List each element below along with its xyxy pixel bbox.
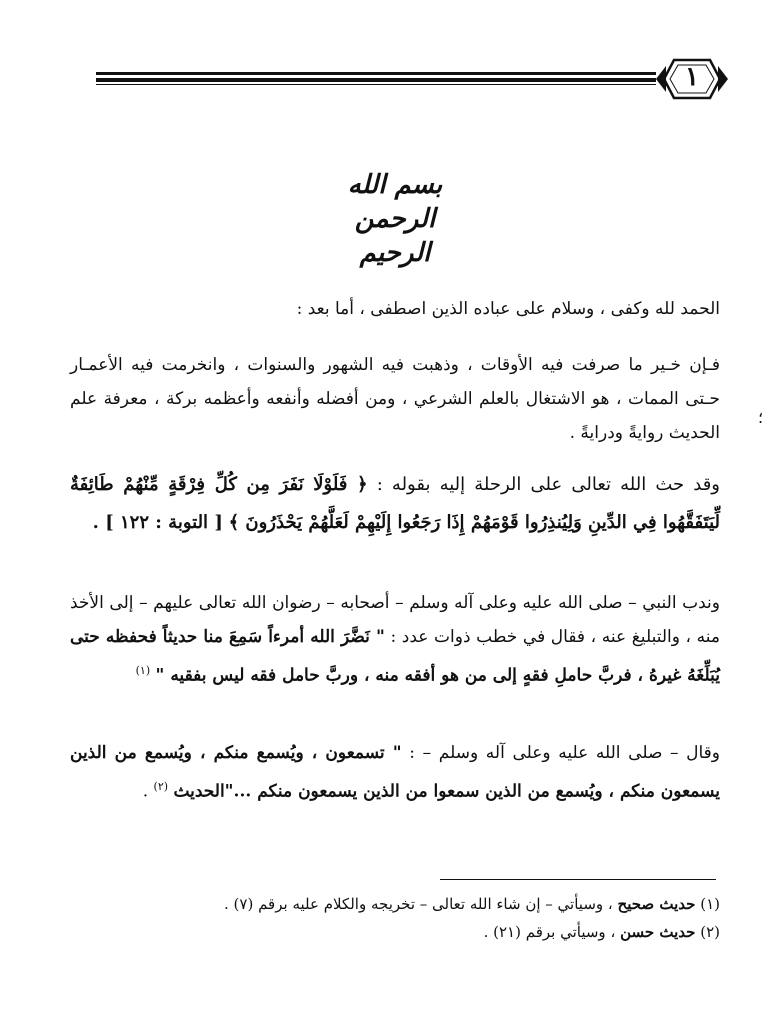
- intro-paragraph: فـإن خـير ما صرفت فيه الأوقات ، وذهبت فيه الشهور والسنوات ، وانخرمت فيه الأعمـار حـتى الممات ، هو الاشتغال بالعلم الشرعي ، ومن أفضله وأنفعه وأعظمه بركة ، معرفة علم الحديث روايةً ودرايةً .: [70, 355, 720, 443]
- hadith-paragraph-1: [70, 586, 720, 693]
- footnote-grade: حديث حسن: [620, 923, 696, 941]
- footnotes: [70, 890, 720, 946]
- basmala-calligraphy: بسم الله الرحمن الرحيم: [347, 170, 443, 268]
- footnote-ref-1: (١): [135, 664, 151, 677]
- page-number: ١: [685, 62, 699, 92]
- quran-paragraph: [70, 466, 720, 542]
- quran-intro: وقد حث الله تعالى على الرحلة إليه بقوله :: [376, 474, 720, 495]
- footnote-text: ، وسيأتي برقم (٢١) .: [483, 923, 616, 941]
- footnote-separator: [440, 879, 716, 880]
- hadith-paragraph-2: [70, 736, 720, 809]
- footnote-number: (١): [700, 895, 720, 913]
- quran-verse: ﴿ فَلَوْلَا نَفَرَ مِن كُلِّ فِرْقَةٍ مِّنْهُمْ طَائِفَةٌ لِّيَتَفَقَّهُوا فِي الدِّينِ وَلِيُنذِرُوا قَوْمَهُمْ إِذَا رَجَعُوا إِلَيْهِمْ لَعَلَّهُمْ يَحْذَرُونَ ﴾: [70, 474, 720, 533]
- footnote-2: [70, 918, 720, 946]
- hadith-2-intro: وقال – صلى الله عليه وعلى آله وسلم – :: [409, 743, 721, 763]
- quran-reference: [ التوبة : ١٢٢ ] .: [92, 512, 223, 533]
- margin-mark: ؛: [758, 408, 764, 427]
- page-number-ornament: [652, 56, 732, 102]
- footnote-ref-2: (٢): [153, 780, 169, 793]
- hadith-2-text: " تسمعون ، ويُسمع منكم ، ويُسمع من الذين يسمعون منكم ، ويُسمع من الذين سمعوا من الذين يسمعون منكم ..."الحديث: [70, 743, 720, 802]
- footnote-number: (٢): [700, 923, 720, 941]
- footnote-text: ، وسيأتي – إن شاء الله تعالى – تخريجه والكلام عليه برقم (٧) .: [224, 895, 613, 913]
- hadith-2-end: .: [142, 781, 149, 802]
- hadith-1-intro: وندب النبي – صلى الله عليه وعلى آله وسلم – أصحابه – رضوان الله تعالى عليهم – إلى الأخذ منه ، والتبليغ عنه ، فقال في خطب ذوات عدد :: [70, 593, 720, 647]
- header-rule: [96, 70, 656, 88]
- footnote-1: [70, 890, 720, 918]
- footnote-grade: حديث صحيح: [617, 895, 696, 913]
- opening-paragraph: الحمد لله وكفى ، وسلام على عباده الذين اصطفى ، أما بعد :: [296, 299, 720, 319]
- hadith-1-text: " نَضَّرَ الله أمرءاً سَمِعَ منا حديثاً فحفظه حتى يُبَلِّغَهُ غيرهُ ، فربَّ حاملِ فقهٍ إلى من هو أفقه منه ، وربَّ حامل فقه ليس بفقيه ": [70, 627, 720, 686]
